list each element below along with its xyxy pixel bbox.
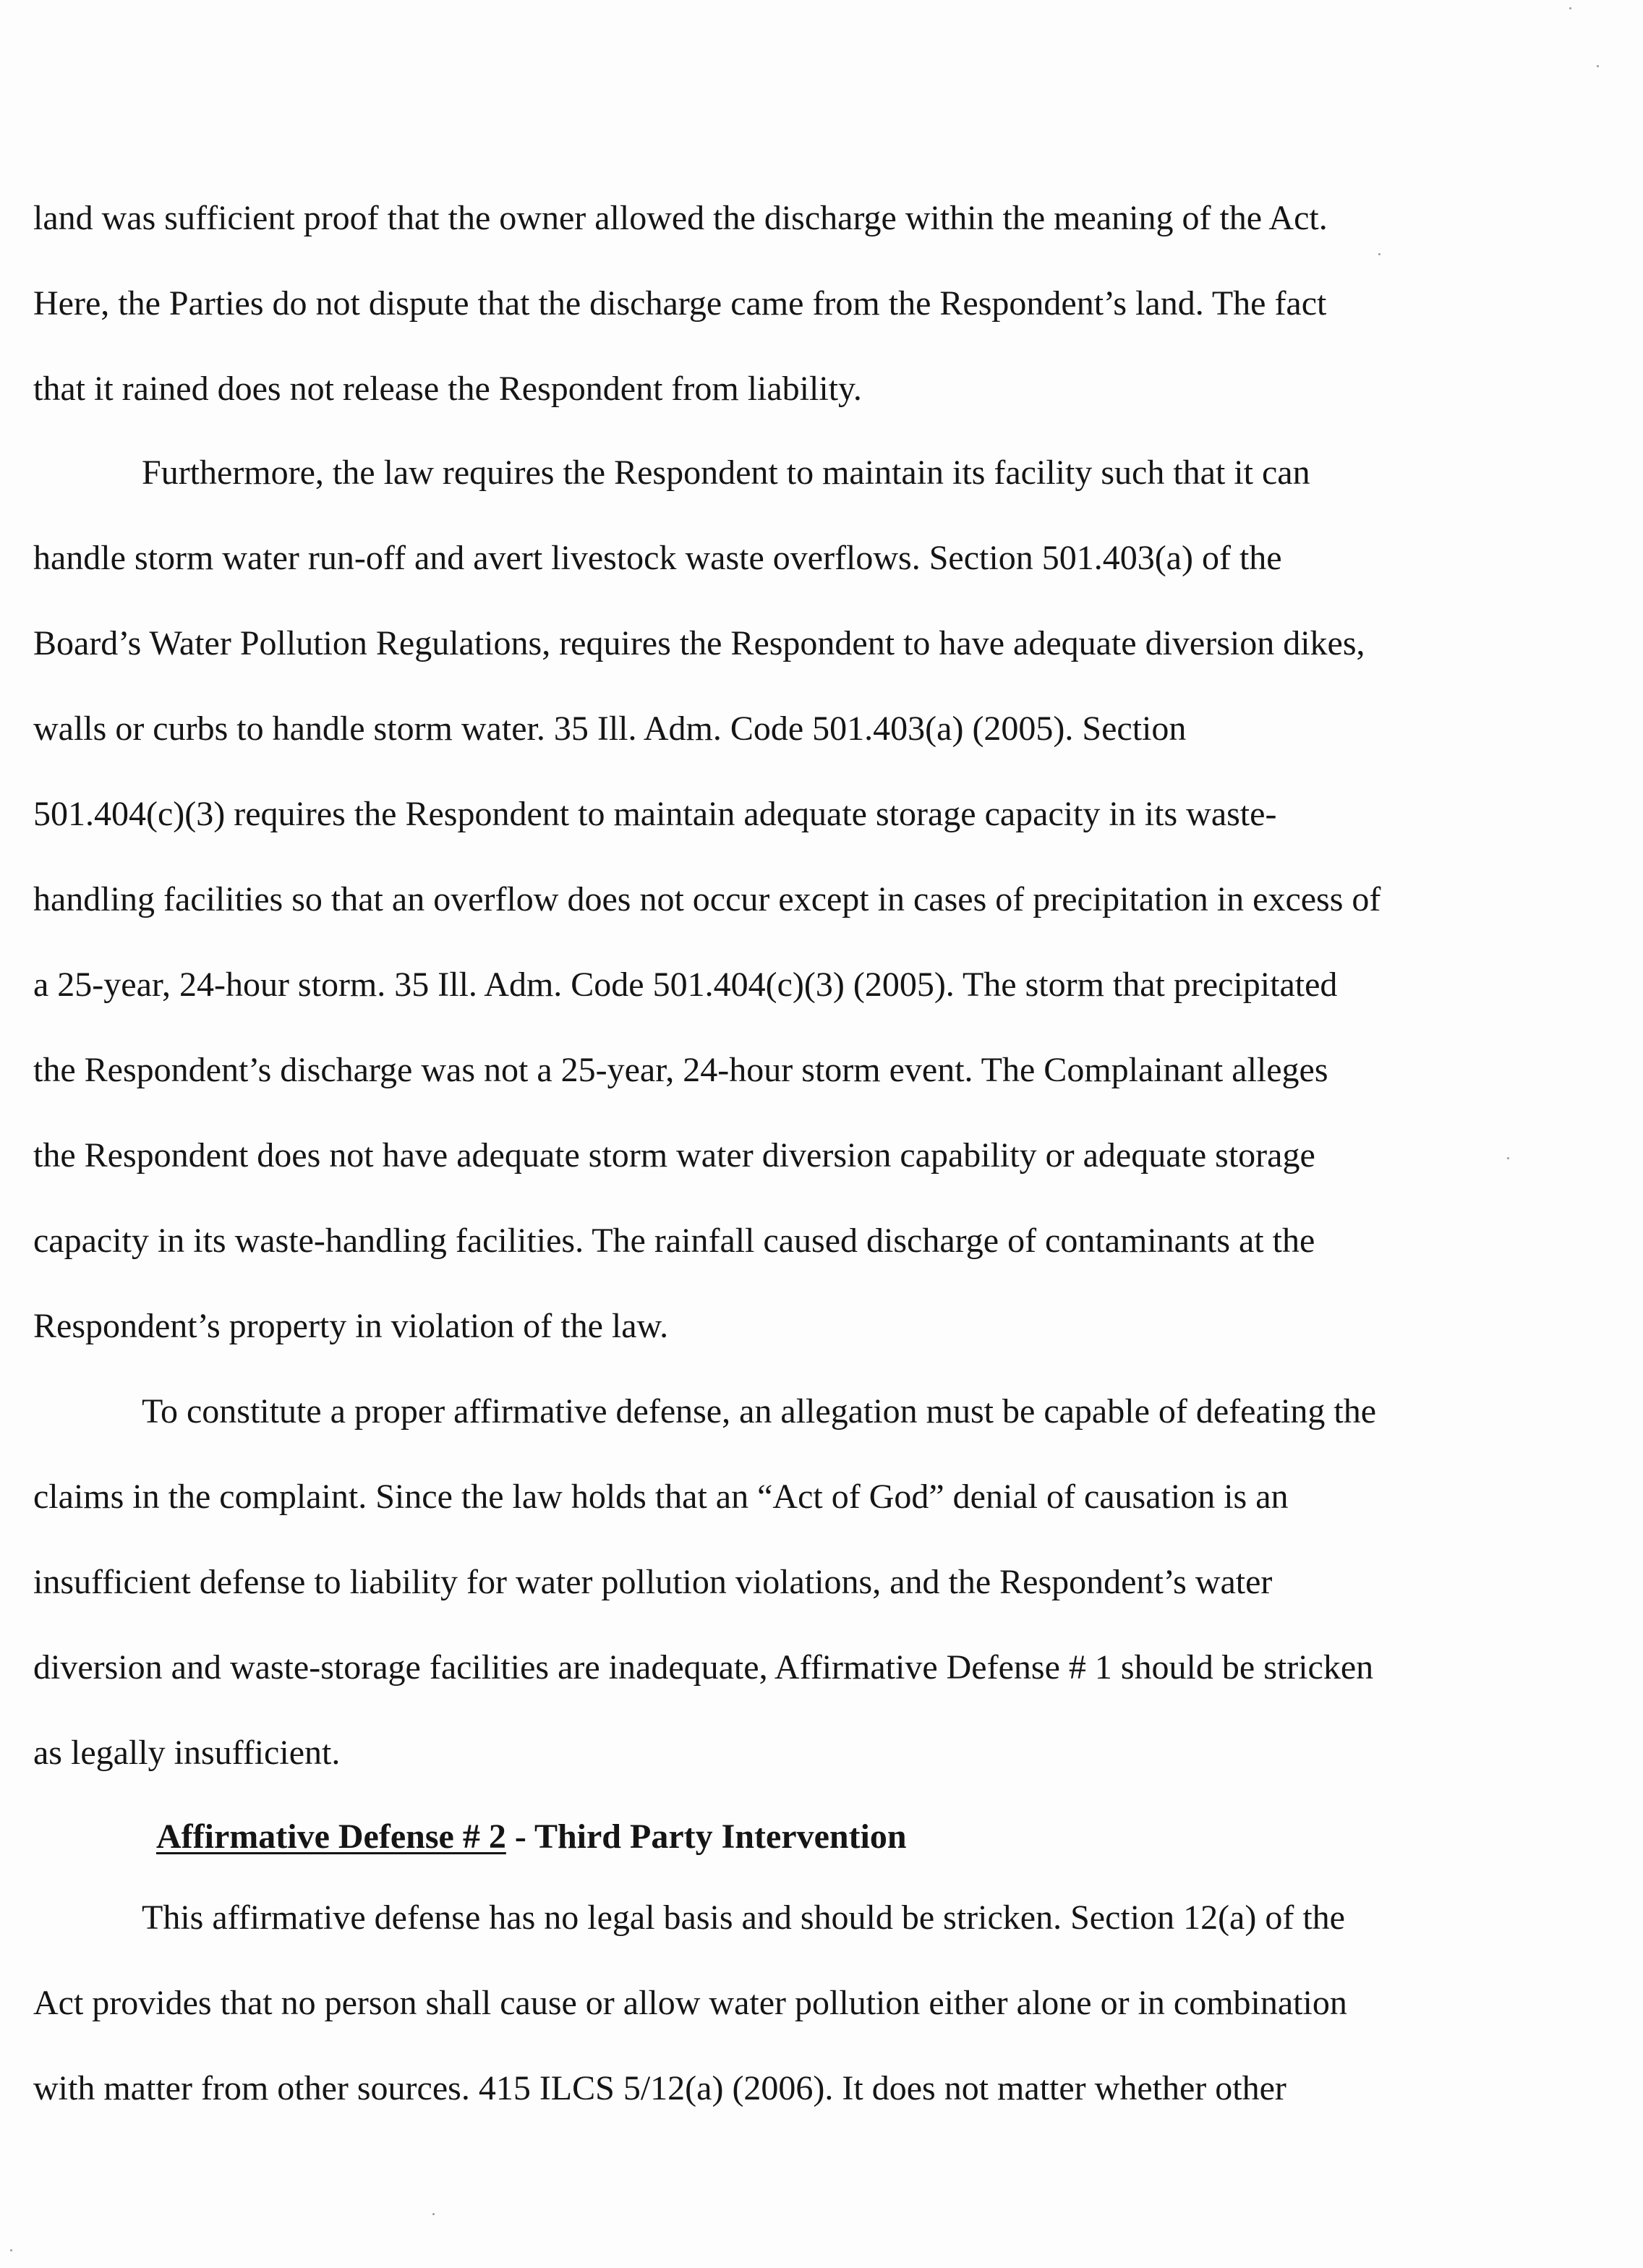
paragraph-2-line-11: Respondent’s property in violation of the law. xyxy=(33,1307,669,1345)
paragraph-4-line-3: with matter from other sources. 415 ILCS 5/12(a) (2006). It does not matter whether other xyxy=(33,2069,1286,2107)
section-heading-underlined: Affirmative Defense # 2 xyxy=(156,1817,506,1856)
paragraph-2-line-7: a 25-year, 24-hour storm. 35 Ill. Adm. Code 501.404(c)(3) (2005). The storm that precipitated xyxy=(33,965,1338,1004)
paragraph-4-line-1: This affirmative defense has no legal basis and should be stricken. Section 12(a) of the xyxy=(142,1898,1345,1937)
scan-speck xyxy=(1378,253,1380,255)
paragraph-3-line-5: as legally insufficient. xyxy=(33,1734,341,1772)
scan-speck xyxy=(1569,7,1571,9)
paragraph-2-line-4: walls or curbs to handle storm water. 35 Ill. Adm. Code 501.403(a) (2005). Section xyxy=(33,709,1187,748)
paragraph-2-line-5: 501.404(c)(3) requires the Respondent to maintain adequate storage capacity in its waste- xyxy=(33,795,1277,833)
paragraph-2-line-2: handle storm water run-off and avert livestock waste overflows. Section 501.403(a) of the xyxy=(33,539,1282,577)
section-heading-rest: - Third Party Intervention xyxy=(505,1817,907,1856)
scan-speck xyxy=(1507,1157,1509,1159)
paragraph-3-line-1: To constitute a proper affirmative defense, an allegation must be capable of defeating the xyxy=(142,1392,1377,1431)
paragraph-3-line-2: claims in the complaint. Since the law holds that an “Act of God” denial of causation is an xyxy=(33,1478,1289,1516)
paragraph-2-line-6: handling facilities so that an overflow does not occur except in cases of precipitation in excess of xyxy=(33,880,1381,918)
paragraph-4-line-2: Act provides that no person shall cause or allow water pollution either alone or in combination xyxy=(33,1984,1347,2022)
paragraph-2-line-3: Board’s Water Pollution Regulations, requires the Respondent to have adequate diversion dikes, xyxy=(33,624,1365,662)
paragraph-1-line-2: Here, the Parties do not dispute that the discharge came from the Respondent’s land. The fact xyxy=(33,284,1327,323)
paragraph-3-line-3: insufficient defense to liability for water pollution violations, and the Respondent’s water xyxy=(33,1563,1273,1601)
paragraph-1-line-3: that it rained does not release the Respondent from liability. xyxy=(33,370,862,408)
paragraph-2-line-1: Furthermore, the law requires the Respondent to maintain its facility such that it can xyxy=(142,453,1310,492)
scan-speck xyxy=(10,2249,12,2251)
paragraph-2-line-8: the Respondent’s discharge was not a 25-year, 24-hour storm event. The Complainant alleges xyxy=(33,1051,1328,1089)
paragraph-1-line-1: land was sufficient proof that the owner allowed the discharge within the meaning of the Act. xyxy=(33,199,1328,237)
section-heading xyxy=(156,1815,907,1859)
paragraph-2-line-9: the Respondent does not have adequate storm water diversion capability or adequate storage xyxy=(33,1136,1315,1174)
paragraph-2-line-10: capacity in its waste-handling facilities. The rainfall caused discharge of contaminants at the xyxy=(33,1222,1315,1260)
scan-speck xyxy=(432,2213,435,2215)
scan-speck xyxy=(1597,65,1599,67)
paragraph-3-line-4: diversion and waste-storage facilities are inadequate, Affirmative Defense # 1 should be stricken xyxy=(33,1648,1374,1687)
